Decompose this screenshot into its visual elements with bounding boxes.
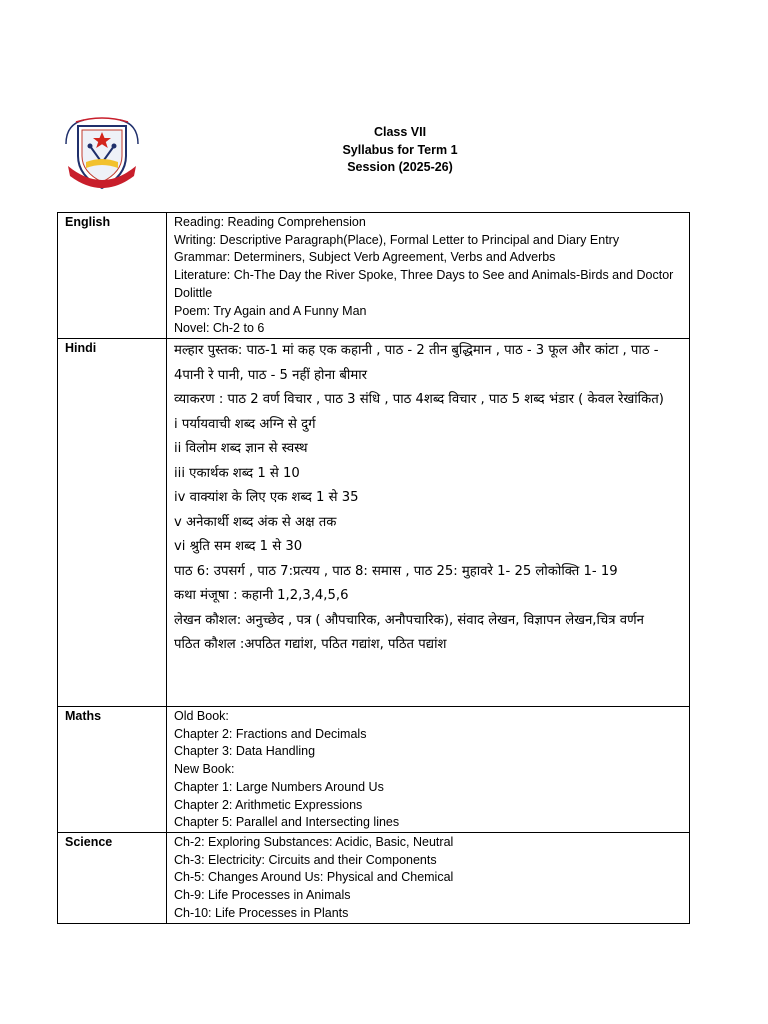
topic-line: लेखन कौशल: अनुच्छेद , पत्र ( औपचारिक, अनौपचारिक), संवाद लेखन, विज्ञापन लेखन,चित्र वर्णन bbox=[174, 612, 644, 628]
topics-cell bbox=[167, 833, 690, 924]
syllabus-title: Syllabus for Term 1 bbox=[342, 142, 458, 157]
topic-line: Ch-9: Life Processes in Animals bbox=[174, 888, 351, 903]
topic-line: Grammar: Determiners, Subject Verb Agreement, Verbs and Adverbs bbox=[174, 250, 556, 265]
table-row-hindi bbox=[58, 339, 690, 707]
subject-cell: Science bbox=[58, 833, 167, 924]
topic-line: Chapter 5: Parallel and Intersecting lines bbox=[174, 815, 400, 830]
topic-line: iii एकार्थक शब्द 1 से 10 bbox=[174, 465, 300, 481]
topic-line: व्याकरण : पाठ 2 वर्ण विचार , पाठ 3 संधि , पाठ 4शब्द विचार , पाठ 5 शब्द भंडार ( केवल रेखांकित) bbox=[174, 392, 664, 407]
subject-cell: English bbox=[58, 213, 167, 339]
topic-line: Ch-5: Changes Around Us: Physical and Chemical bbox=[174, 870, 454, 885]
topic-line: ii विलोम शब्द ज्ञान से स्वस्थ bbox=[174, 441, 308, 456]
topic-line: Chapter 3: Data Handling bbox=[174, 744, 316, 759]
table-row-maths bbox=[58, 707, 690, 833]
topic-line: Reading: Reading Comprehension bbox=[174, 215, 366, 229]
topic-line: Chapter 2: Arithmetic Expressions bbox=[174, 797, 363, 812]
topic-line: Chapter 1: Large Numbers Around Us bbox=[174, 779, 384, 794]
class-title: Class VII bbox=[373, 125, 427, 139]
topic-line: कथा मंजूषा : कहानी 1,2,3,4,5,6 bbox=[174, 588, 349, 603]
topic-line: Chapter 2: Fractions and Decimals bbox=[174, 726, 367, 741]
school-logo bbox=[64, 116, 140, 192]
topics-cell bbox=[167, 707, 690, 833]
topic-line: Ch-3: Electricity: Circuits and their Components bbox=[174, 852, 437, 867]
topic-line: पठित कौशल :अपठित गद्यांश, पठित गद्यांश, पठित पद्यांश bbox=[174, 637, 447, 652]
topic-line: Old Book: bbox=[174, 709, 229, 723]
topic-line: Ch-2: Exploring Substances: Acidic, Basic, Neutral bbox=[174, 835, 454, 849]
topic-line: New Book: bbox=[174, 762, 235, 777]
document-header bbox=[230, 124, 570, 177]
topics-cell bbox=[167, 213, 690, 339]
subject-cell: Maths bbox=[58, 707, 167, 833]
topics-cell bbox=[167, 339, 690, 707]
table-row-science bbox=[58, 833, 690, 924]
topic-line: v अनेकार्थी शब्द अंक से अक्ष तक bbox=[174, 514, 337, 530]
subject-cell: Hindi bbox=[58, 339, 167, 707]
topic-line: iv वाक्यांश के लिए एक शब्द 1 से 35 bbox=[174, 490, 359, 505]
topic-line: Novel: Ch-2 to 6 bbox=[174, 321, 265, 336]
table-row-english bbox=[58, 213, 690, 339]
topic-line: i पर्यायवाची शब्द अग्नि से दुर्ग bbox=[174, 416, 316, 432]
syllabus-table bbox=[57, 212, 690, 924]
topic-line: Poem: Try Again and A Funny Man bbox=[174, 303, 367, 318]
school-crest-icon bbox=[64, 116, 140, 192]
topic-line: Writing: Descriptive Paragraph(Place), Formal Letter to Principal and Diary Entry bbox=[174, 232, 620, 247]
topic-line: Literature: Ch-The Day the River Spoke, Three Days to See and Animals-Birds and Doctor Dolittle bbox=[174, 268, 674, 300]
topic-line: Ch-10: Life Processes in Plants bbox=[174, 905, 349, 920]
session-title: Session (2025-26) bbox=[347, 160, 453, 174]
topic-line: पाठ 6: उपसर्ग , पाठ 7:प्रत्यय , पाठ 8: समास , पाठ 25: मुहावरे 1- 25 लोकोक्ति 1- 19 bbox=[174, 563, 618, 579]
topic-line: मल्हार पुस्तक: पाठ-1 मां कह एक कहानी , पाठ - 2 तीन बुद्धिमान , पाठ - 3 फूल और कांटा , पाठ - 4पानी रे पानी, पाठ - 5 नहीं होना बीमार bbox=[174, 343, 659, 383]
topic-line: vi श्रुति सम शब्द 1 से 30 bbox=[174, 539, 303, 554]
